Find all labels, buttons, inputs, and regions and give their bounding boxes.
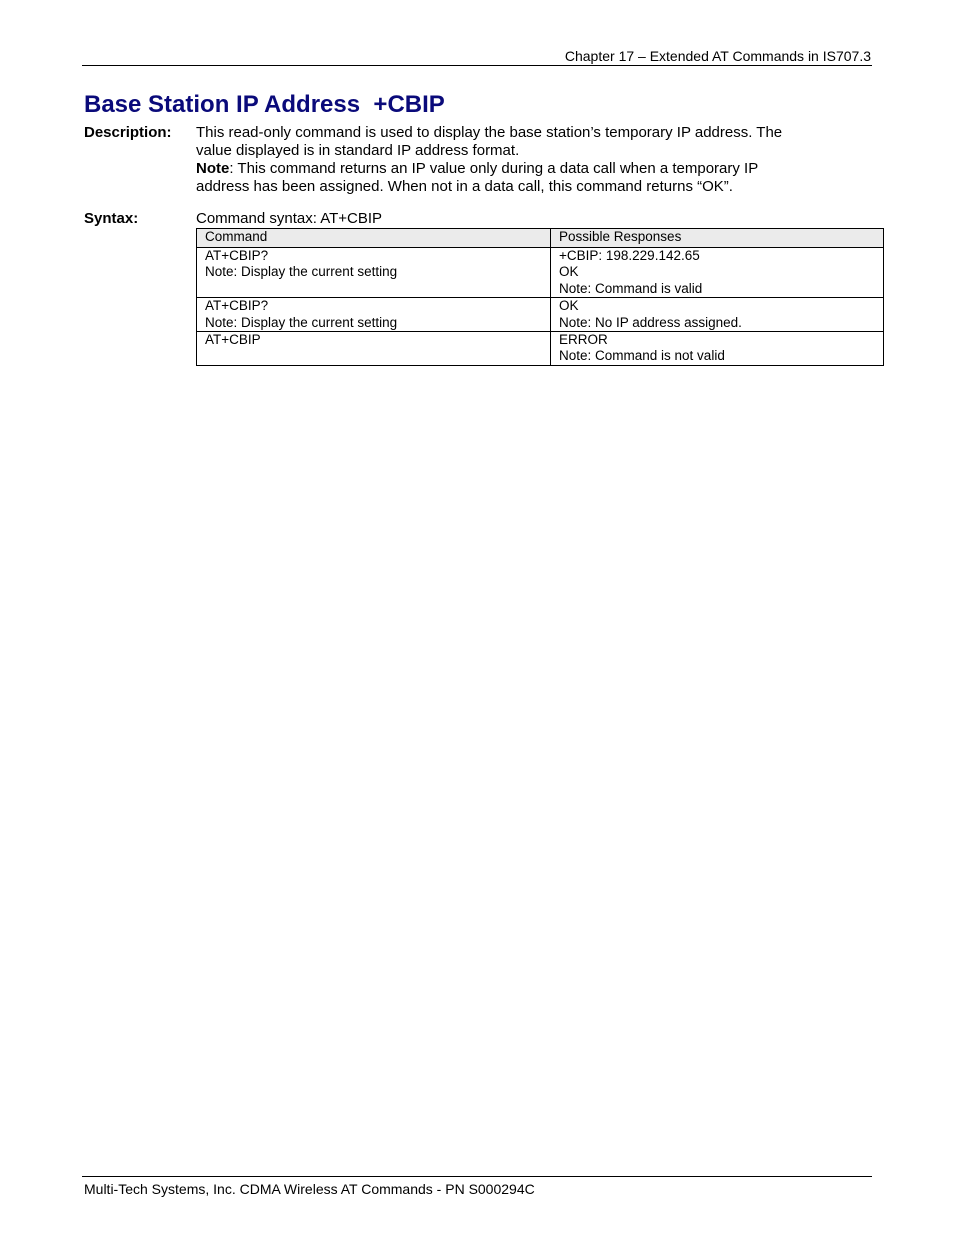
page-title: Base Station IP Address +CBIP <box>84 91 445 118</box>
responses-cell <box>551 298 884 332</box>
syntax-label: Syntax: <box>84 210 139 227</box>
responses-cell <box>551 248 884 298</box>
response-note: Note: Command is valid <box>559 280 703 296</box>
command-value: AT+CBIP? <box>205 298 269 314</box>
response-value: OK <box>559 298 579 314</box>
response-note: Note: No IP address assigned. <box>559 314 742 330</box>
page-footer <box>82 1176 872 1197</box>
description-label: Description: <box>84 124 172 141</box>
description-line: This read-only command is used to display the base station’s temporary IP address. The <box>196 124 783 141</box>
response-value: +CBIP: 198.229.142.65 <box>559 248 700 263</box>
response-value: OK <box>559 264 579 280</box>
chapter-title: Chapter 17 – Extended AT Commands in IS707.3 <box>564 48 871 64</box>
description-text <box>196 124 836 196</box>
column-header-command: Command <box>197 229 551 248</box>
command-value: AT+CBIP? <box>205 248 269 263</box>
response-value: ERROR <box>559 332 608 348</box>
command-cell <box>197 248 551 298</box>
response-note: Note: Command is not valid <box>559 348 725 364</box>
column-header-responses: Possible Responses <box>551 229 884 248</box>
command-value: AT+CBIP <box>205 332 261 348</box>
responses-cell <box>551 332 884 366</box>
note-line <box>196 160 836 178</box>
command-table <box>196 228 884 366</box>
table-row <box>197 248 884 298</box>
page-header <box>82 47 872 66</box>
table-header-row <box>197 229 884 248</box>
description-line: value displayed is in standard IP address format. <box>196 142 520 159</box>
syntax-text: Command syntax: AT+CBIP <box>196 210 383 227</box>
command-cell <box>197 332 551 366</box>
note-label: Note <box>196 160 230 177</box>
note-text: : This command returns an IP value only during a data call when a temporary IP <box>229 160 759 177</box>
note-line: address has been assigned. When not in a data call, this command returns “OK”. <box>196 178 733 195</box>
footer-text: Multi-Tech Systems, Inc. CDMA Wireless AT Commands - PN S000294C <box>84 1181 535 1197</box>
table-row <box>197 298 884 332</box>
table-row <box>197 332 884 366</box>
command-note: Note: Display the current setting <box>205 264 398 280</box>
command-note: Note: Display the current setting <box>205 314 398 330</box>
command-cell <box>197 298 551 332</box>
